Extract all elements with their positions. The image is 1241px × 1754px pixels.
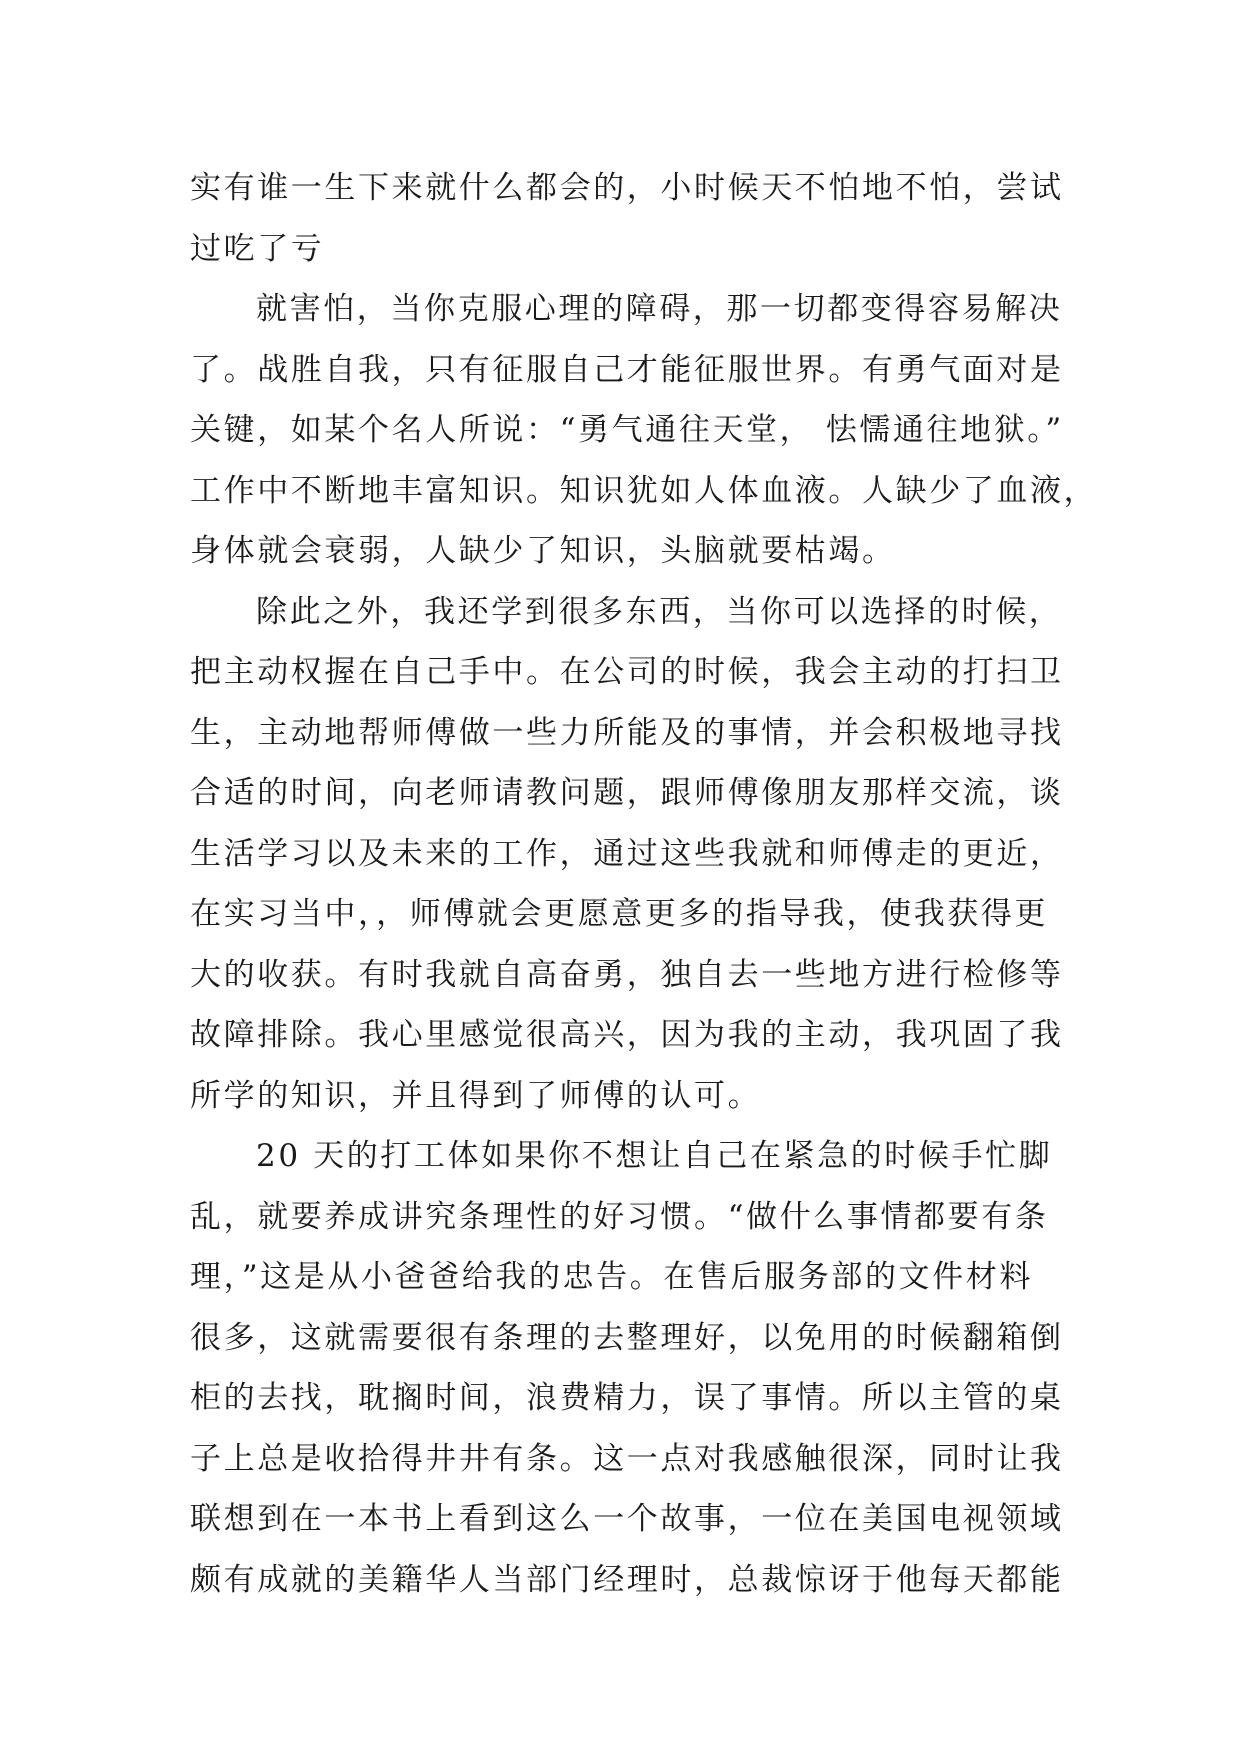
text-line: 合适的时间，向老师请教问题，跟师傅像朋友那样交流，谈 bbox=[190, 775, 1064, 811]
body-text bbox=[190, 158, 1098, 1610]
text-line: 颇有成就的美籍华人当部门经理时，总裁惊讶于他每天都能 bbox=[190, 1561, 1064, 1598]
text-line: 在实习当中，，师傅就会更愿意更多的指导我，使我获得更 bbox=[190, 896, 1049, 932]
paragraph-start-line: 20 天的打工体如果你不想让自己在紧急的时候手忙脚 bbox=[256, 1138, 1053, 1174]
text-line: 联想到在一本书上看到这么一个故事，一位在美国电视领域 bbox=[190, 1501, 1064, 1537]
text-line: 把主动权握在自己手中。在公司的时候，我会主动的打扫卫 bbox=[190, 654, 1064, 690]
text-line: 了。战胜自我，只有征服自己才能征服世界。有勇气面对是 bbox=[190, 351, 1064, 388]
text-line: 实有谁一生下来就什么都会的，小时候天不怕地不怕，尝试 bbox=[190, 170, 1064, 206]
text-line: 乱，就要养成讲究条理性的好习惯。“做什么事情都要有条 bbox=[190, 1198, 1049, 1235]
text-line: 身体就会衰弱，人缺少了知识，头脑就要枯竭。 bbox=[190, 533, 896, 569]
text-line: 生活学习以及未来的工作，通过这些我就和师傅走的更近， bbox=[190, 835, 1064, 872]
paragraph-start-line: 就害怕，当你克服心理的障碍，那一切都变得容易解决 bbox=[256, 291, 1063, 327]
text-line: 大的收获。有时我就自高奋勇，独自去一些地方进行检修等 bbox=[190, 956, 1064, 993]
text-line: 过吃了亏 bbox=[190, 230, 325, 267]
paragraph-start-line: 除此之外，我还学到很多东西，当你可以选择的时候， bbox=[256, 593, 1063, 630]
text-line: 工作中不断地丰富知识。知识犹如人体血液。人缺少了血液， bbox=[190, 472, 1098, 509]
text-line: 故障排除。我心里感觉很高兴，因为我的主动，我巩固了我 bbox=[190, 1017, 1064, 1053]
text-line: 关键，如某个名人所说：“勇气通往天堂， 怯懦通往地狱。” bbox=[190, 412, 1064, 448]
text-line: 很多，这就需要很有条理的去整理好，以免用的时候翻箱倒 bbox=[190, 1319, 1064, 1356]
text-line: 子上总是收拾得井井有条。这一点对我感触很深，同时让我 bbox=[190, 1440, 1064, 1477]
text-line: 理，”这是从小爸爸给我的忠告。在售后服务部的文件材料 bbox=[190, 1259, 1033, 1295]
text-line: 生，主动地帮师傅做一些力所能及的事情，并会积极地寻找 bbox=[190, 714, 1064, 751]
text-line: 柜的去找，耽搁时间，浪费精力，误了事情。所以主管的桌 bbox=[190, 1380, 1064, 1416]
text-line: 所学的知识，并且得到了师傅的认可。 bbox=[190, 1077, 762, 1114]
